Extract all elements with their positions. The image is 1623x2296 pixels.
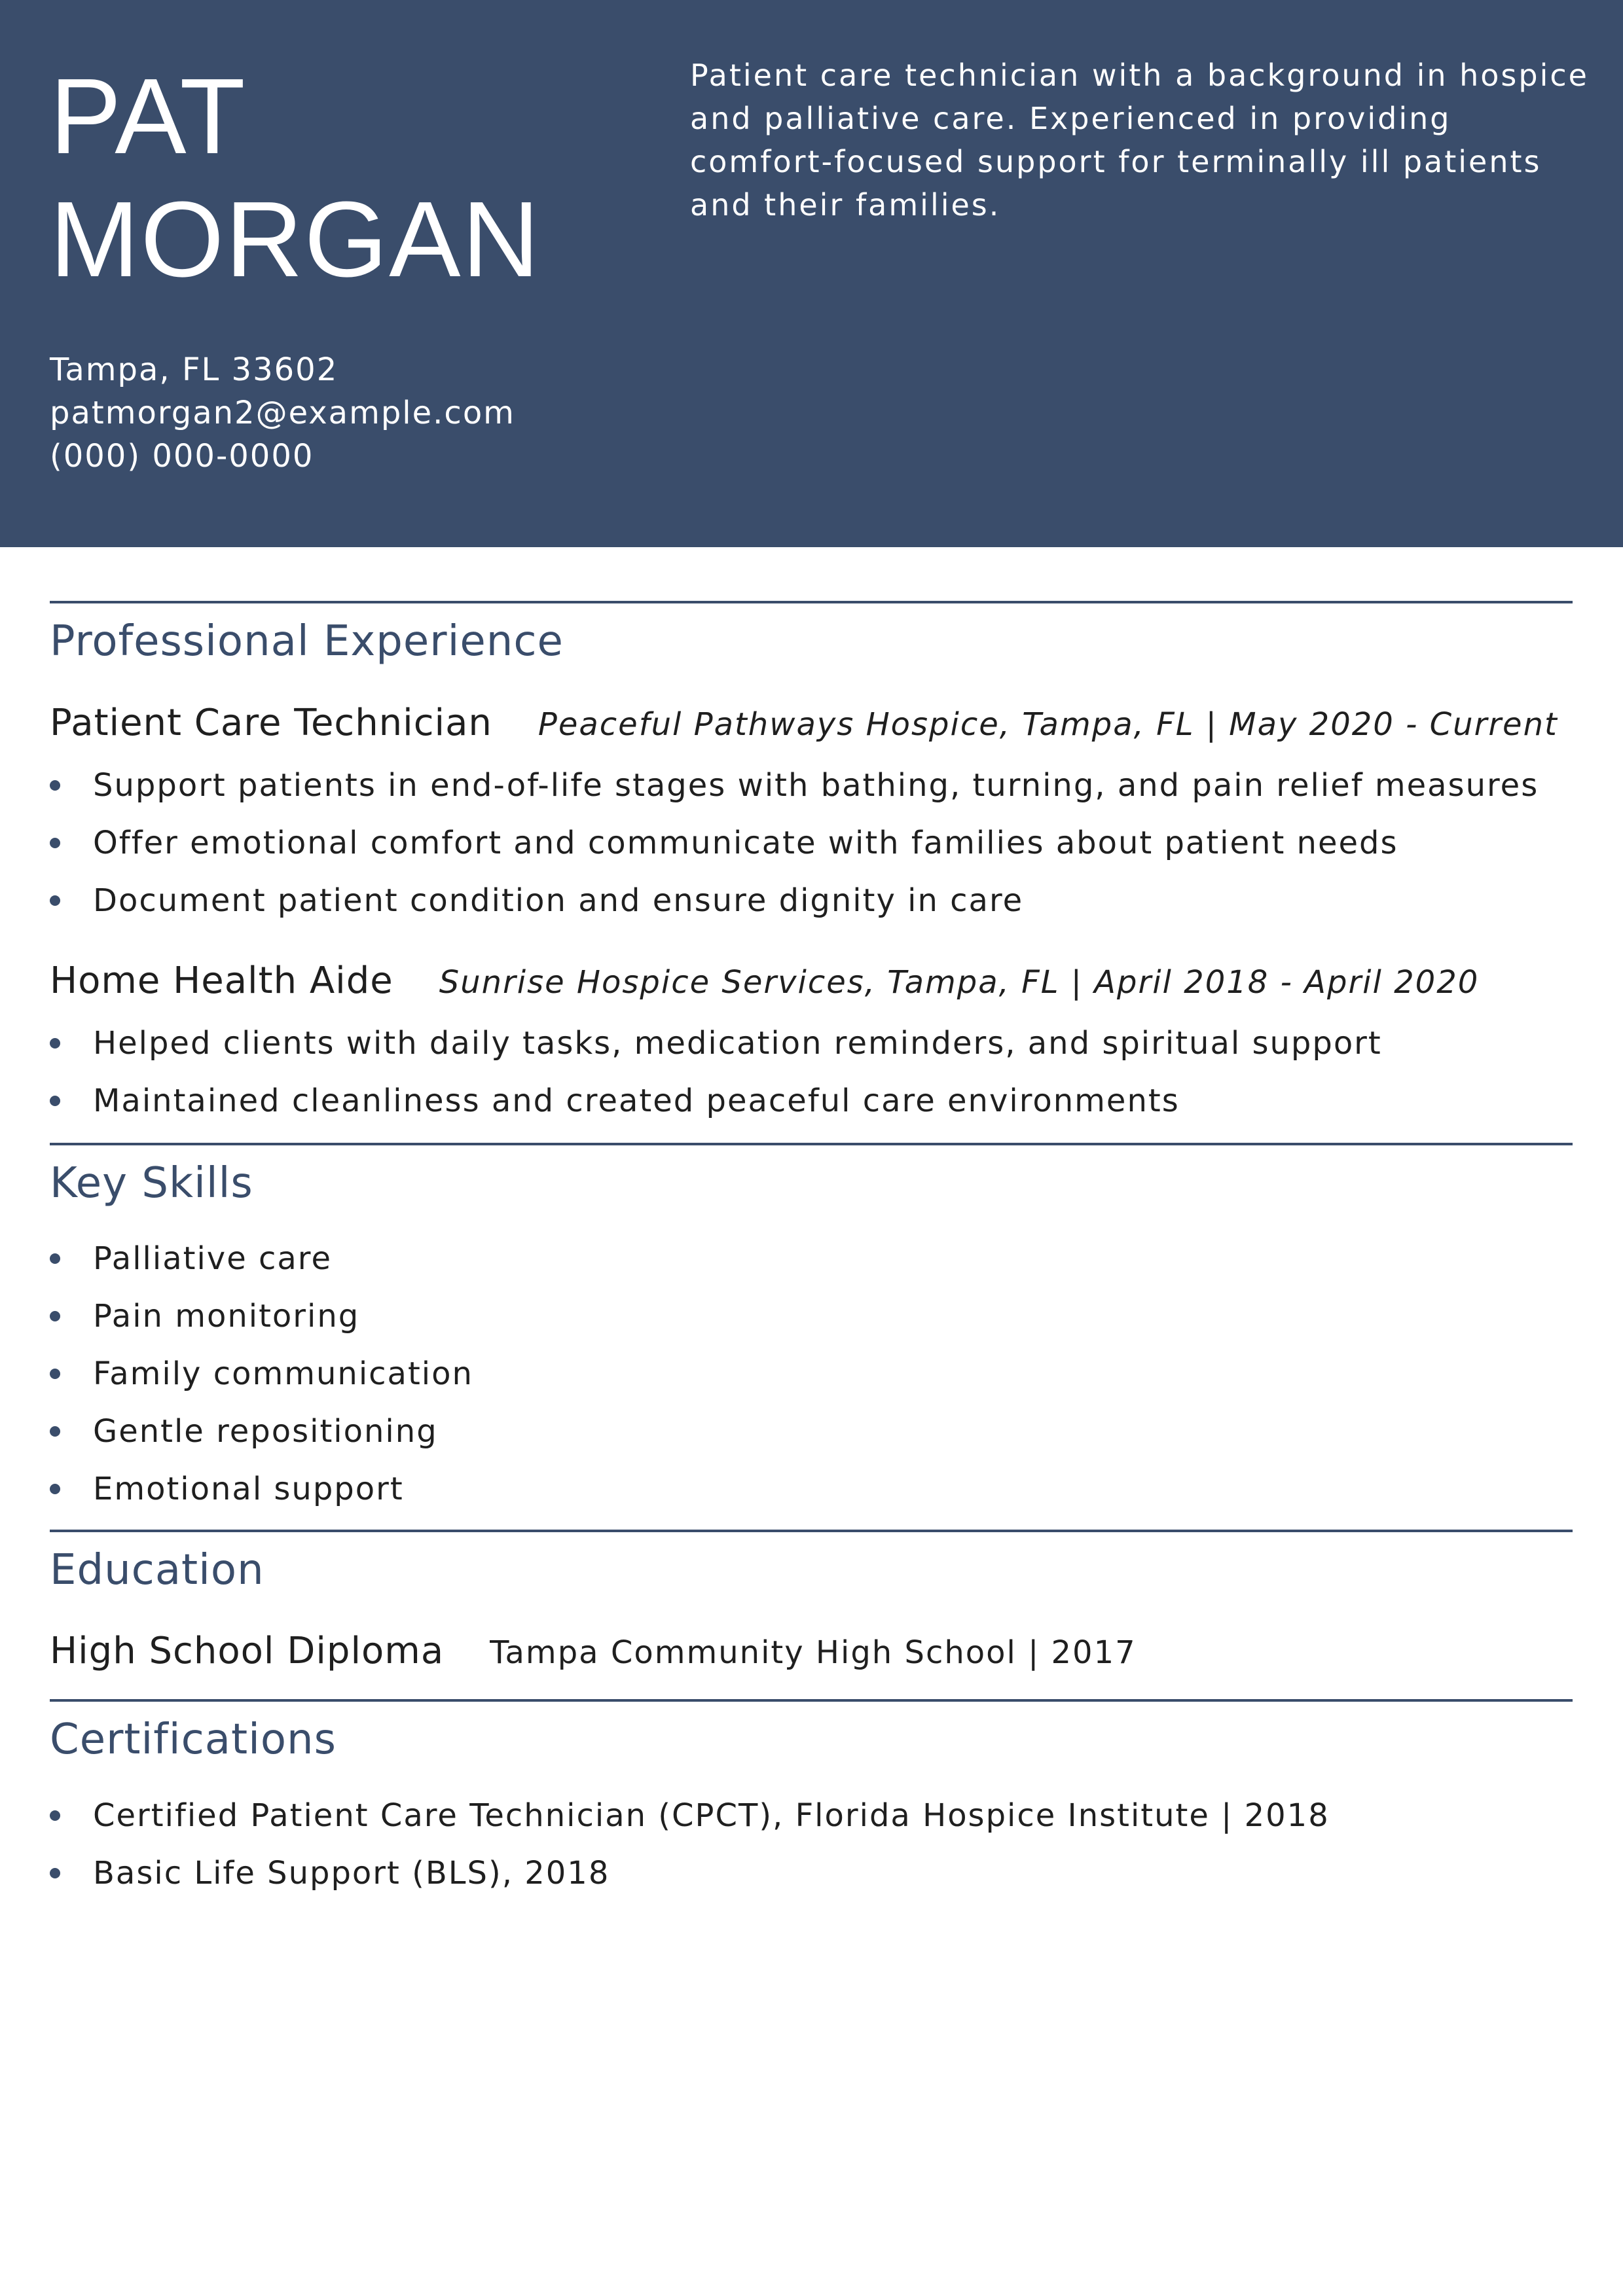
certifications-list	[50, 1787, 1330, 1902]
job-entry-header	[50, 958, 1479, 1005]
school-and-year: Tampa Community High School | 2017	[490, 1634, 1137, 1671]
section-divider	[50, 1530, 1573, 1532]
contact-phone: (000) 000-0000	[50, 438, 314, 475]
list-item: Support patients in end-of-life stages with bathing, turning, and pain relief measures	[50, 757, 1539, 814]
list-item: Certified Patient Care Technician (CPCT), Florida Hospice Institute | 2018	[50, 1787, 1330, 1844]
experience-heading: Professional Experience	[50, 617, 564, 666]
professional-summary: Patient care technician with a background in hospice and palliative care. Experienced in providing comfort-focused support for terminally ill patients and their families.	[690, 58, 1589, 223]
education-entry	[50, 1628, 1137, 1676]
job-duties-list	[50, 1014, 1382, 1130]
list-item: Gentle repositioning	[50, 1403, 473, 1460]
list-item: Document patient condition and ensure dignity in care	[50, 872, 1539, 929]
candidate-name	[50, 55, 541, 301]
contact-email: patmorgan2@example.com	[50, 395, 515, 431]
job-employer-dates: Peaceful Pathways Hospice, Tampa, FL | May 2020 - Current	[538, 706, 1558, 743]
list-item: Family communication	[50, 1345, 473, 1403]
section-divider	[50, 601, 1573, 603]
job-employer-dates: Sunrise Hospice Services, Tampa, FL | April 2018 - April 2020	[439, 964, 1480, 1001]
candidate-first-name: PAT	[50, 56, 247, 176]
list-item: Offer emotional comfort and communicate with families about patient needs	[50, 814, 1539, 872]
contact-location: Tampa, FL 33602	[50, 351, 338, 388]
job-role: Patient Care Technician	[50, 702, 492, 744]
certifications-heading: Certifications	[50, 1715, 337, 1764]
job-role: Home Health Aide	[50, 960, 393, 1002]
section-divider	[50, 1699, 1573, 1702]
list-item: Pain monitoring	[50, 1287, 473, 1345]
skills-list	[50, 1230, 473, 1518]
resume-header	[0, 0, 1623, 547]
skills-heading: Key Skills	[50, 1159, 253, 1208]
candidate-last-name: MORGAN	[50, 179, 541, 299]
list-item: Helped clients with daily tasks, medication reminders, and spiritual support	[50, 1014, 1382, 1072]
list-item: Palliative care	[50, 1230, 473, 1287]
education-heading: Education	[50, 1546, 264, 1594]
degree-name: High School Diploma	[50, 1630, 445, 1672]
contact-info	[50, 348, 515, 478]
list-item: Maintained cleanliness and created peaceful care environments	[50, 1072, 1382, 1130]
section-divider	[50, 1143, 1573, 1145]
job-duties-list	[50, 757, 1539, 929]
list-item: Emotional support	[50, 1460, 473, 1518]
list-item: Basic Life Support (BLS), 2018	[50, 1844, 1330, 1902]
job-entry-header	[50, 700, 1558, 747]
